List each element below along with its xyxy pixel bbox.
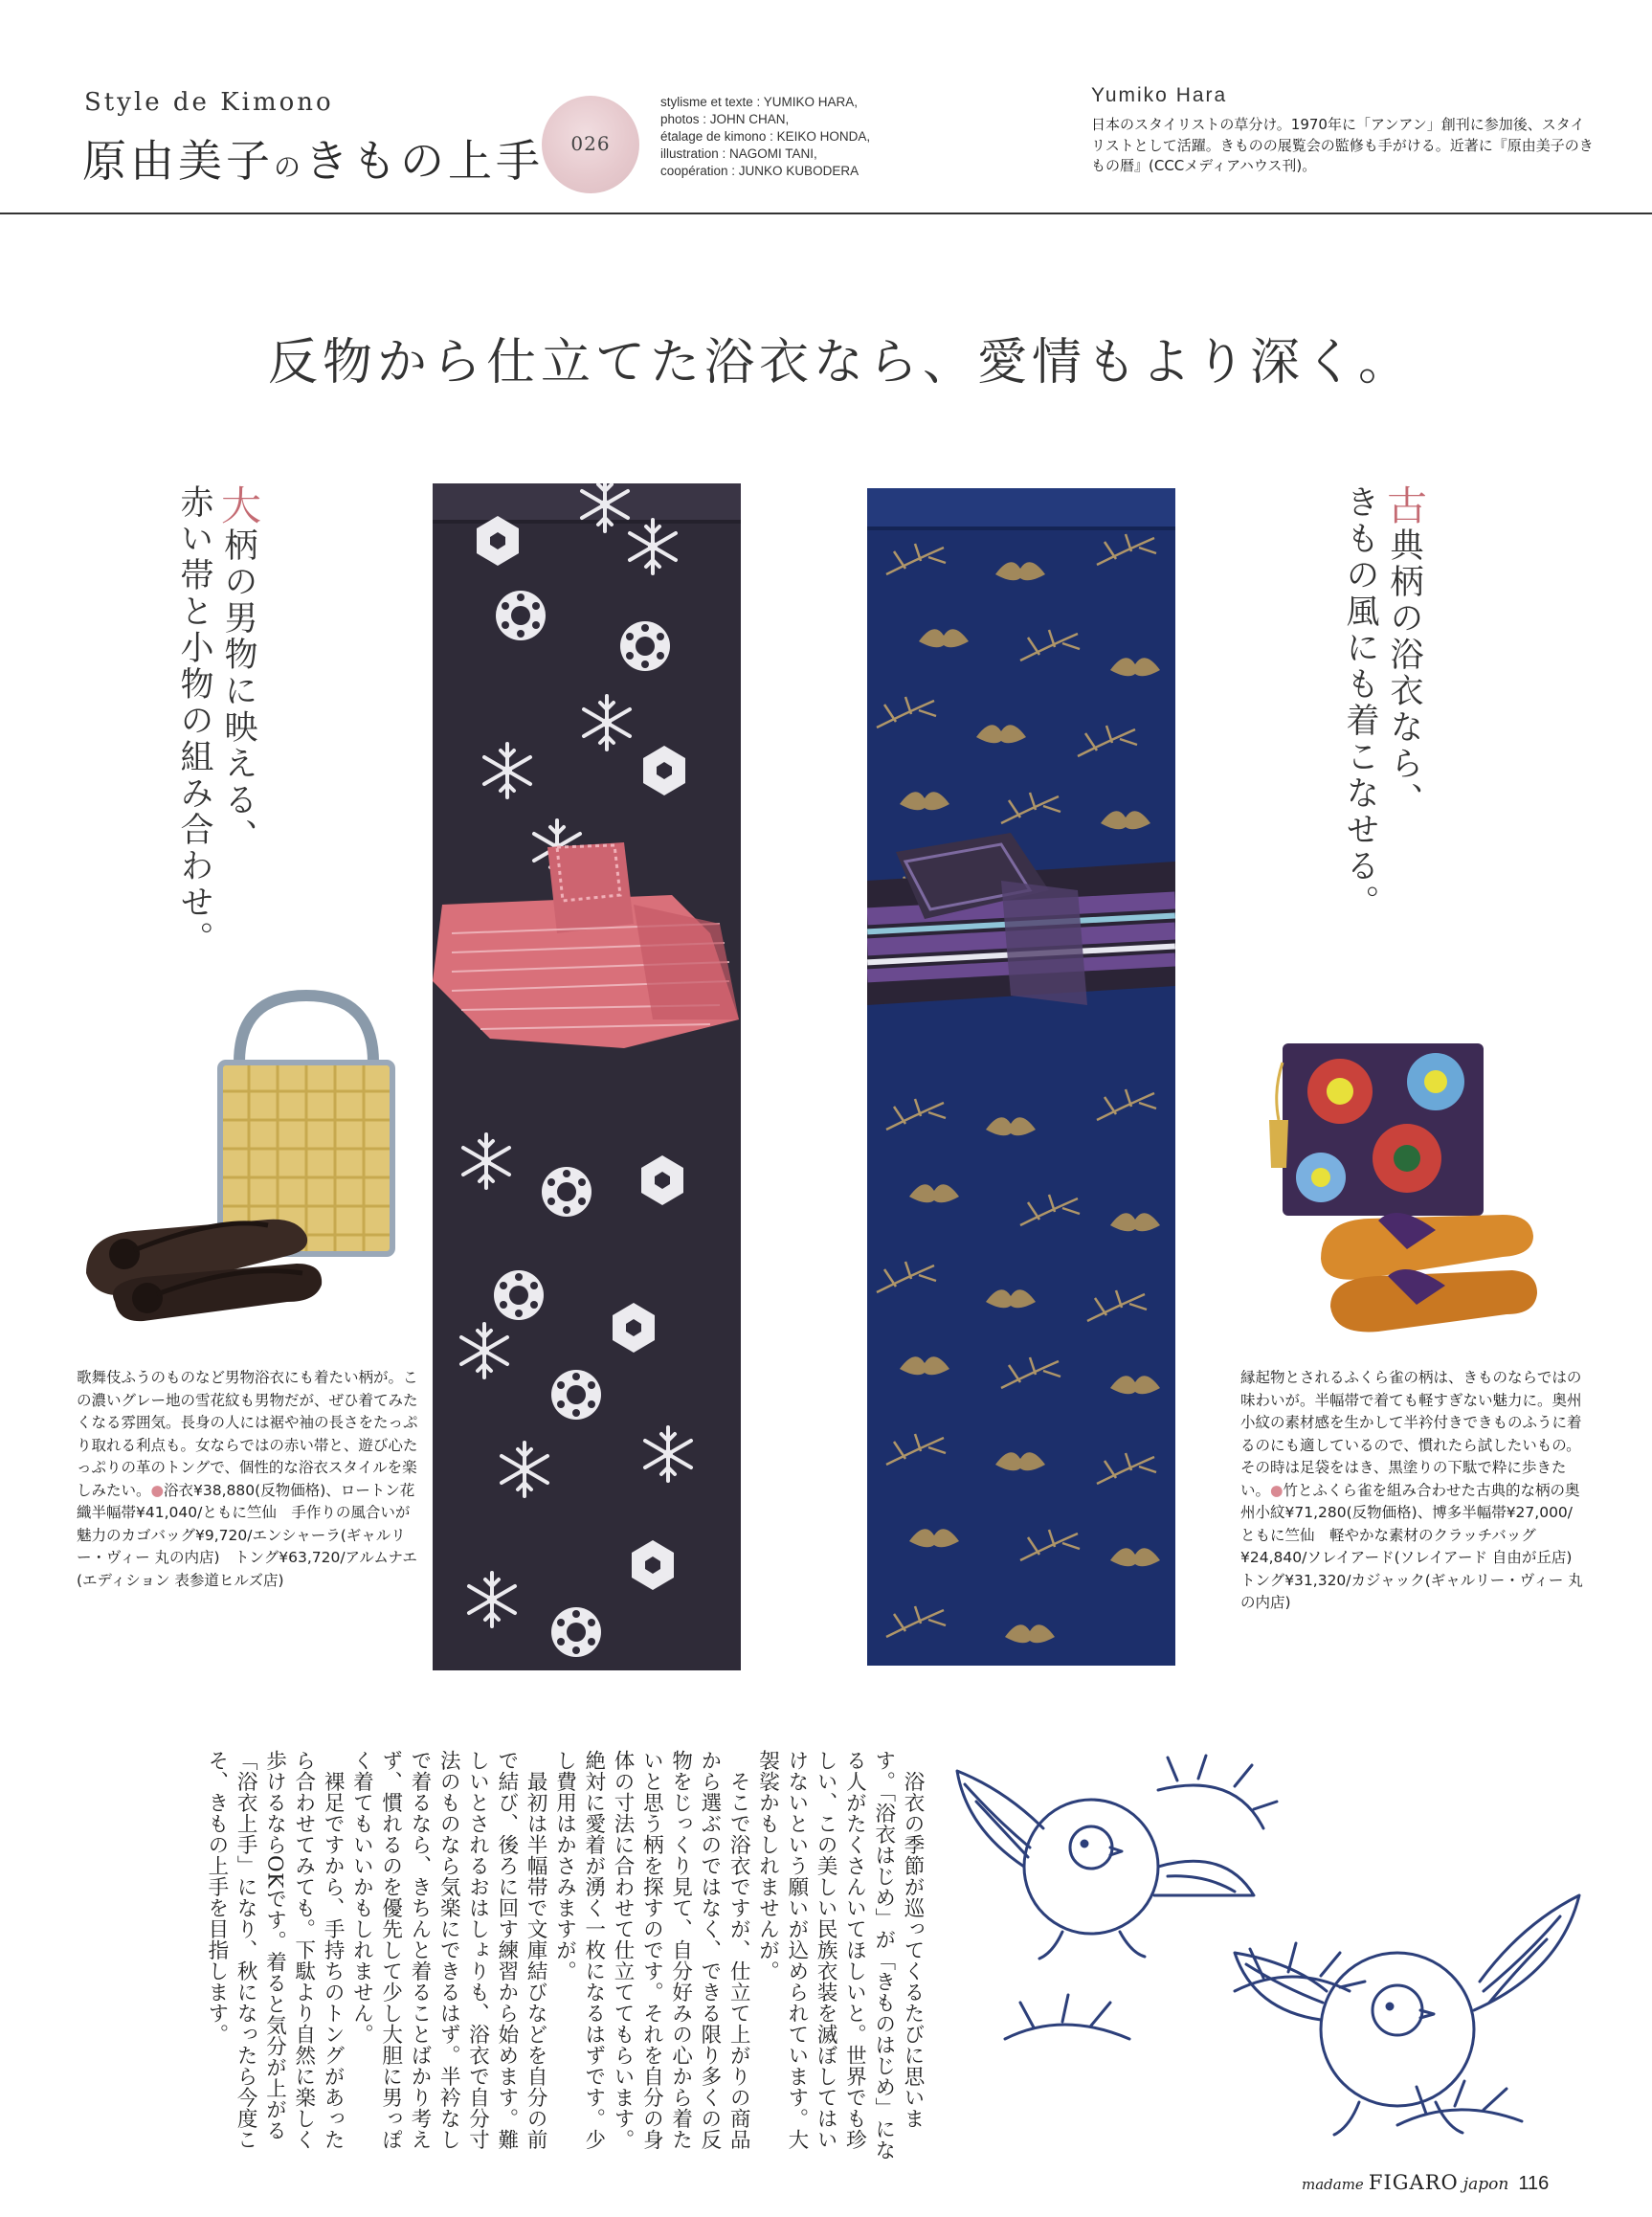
clutch-bag-image — [1263, 1043, 1484, 1225]
left-caption-line1: 柄の男物に映える、 — [219, 527, 257, 855]
page-number: 116 — [1518, 2173, 1550, 2194]
issue-badge — [542, 96, 639, 193]
magazine-suffix: japon — [1462, 2175, 1509, 2194]
essay-paragraph: そこで浴衣ですが、仕立て上がりの商品から選ぶのではなく、できる限り多くの反物をじっくり見て、自分好みの心から着たいと思う柄を探すのです。それを自分の身体の寸法に合わせて仕立ててもらいます。絶対に愛着が湧く一枚になるはずです。少し費用はかさみますが。 — [552, 1750, 751, 2150]
page-footer — [1302, 2171, 1549, 2195]
left-description-details: 浴衣¥38,880(反物価格)、ロートン花織半幅帯¥41,040/ともに竺仙 手作りの風合いが魅力のカゴバッグ¥9,720/エンシャーラ(ギャルリー・ヴィー 丸の内店) トング¥63,720/アルムナエ(エディション 表参道ヒルズ店) — [77, 1481, 417, 1589]
essay-paragraph: 最初は半幅帯で文庫結びなどを自分の前で結び、後ろに回す練習から始めます。難しいとされるおはしょりも、浴衣で自分寸法のものなら気楽にできるはず。半衿なしで着るなら、きちんと着ることばかり考えず、慣れるのを優先して少し大胆に男っぽく着てもいいかもしれません。 — [349, 1750, 548, 2150]
magazine-brand: FIGARO — [1368, 2171, 1459, 2194]
essay-paragraph: 裸足ですから、手持ちのトングがあったら合わせてみても。下駄より自然に楽しく歩けるならOKです。着ると気分が上がる「浴衣上手」になり、秋になったら今度こそ、きもの上手を目指します。 — [204, 1750, 346, 2150]
column-title-particle: の — [274, 151, 305, 183]
right-caption-line2: きもの風にも着こなせる。 — [1341, 484, 1379, 921]
credit-line: stylisme et texte : YUMIKO HARA, — [660, 95, 859, 109]
left-caption-initial: 大 — [215, 484, 262, 527]
sparrow-bamboo-illustration — [948, 1752, 1598, 2154]
right-caption-initial: 古 — [1381, 484, 1428, 527]
credit-line: étalage de kimono : KEIKO HONDA, — [660, 129, 871, 144]
credit-line: illustration : NAGOMI TANI, — [660, 146, 817, 161]
right-description-details: 竹とふくら雀を組み合わせた古典的な柄の奥州小紋¥71,280(反物価格)、博多半幅帯¥27,000/ともに竺仙 軽やかな素材のクラッチバッグ¥24,840/ソレイアード(ソレイアード 自由が丘店) トング¥31,320/カジャック(ギャルリー・ヴィー 丸の内店) — [1240, 1481, 1587, 1611]
issue-number: 026 — [570, 132, 611, 155]
credit-line: photos : JOHN CHAN, — [660, 112, 790, 126]
left-description — [77, 1367, 421, 1592]
bullet-icon: ● — [1270, 1481, 1284, 1499]
right-caption — [1338, 484, 1426, 921]
right-description-intro: 縁起物とされるふくら雀の柄は、きものならではの味わいが。半幅帯で着ても軽すぎない魅力に。奥州小紋の素材感を生かして半衿付きできものふうに着るのにも適しているので、慣れたら試したいもの。その時は足袋をはき、黒塗りの下駄で粋に歩きたい。 — [1240, 1369, 1582, 1499]
header-divider — [0, 213, 1652, 214]
left-yukata-fabric-image — [433, 483, 741, 1670]
bullet-icon: ● — [150, 1481, 165, 1499]
magazine-prefix: madame — [1302, 2176, 1364, 2193]
woven-sandals-image — [1311, 1201, 1541, 1345]
right-description — [1240, 1367, 1585, 1615]
credit-line: coopération : JUNKO KUBODERA — [660, 164, 859, 178]
essay-paragraph: 浴衣の季節が巡ってくるたびに思います。「浴衣はじめ」が「きものはじめ」になる人がたくさんいてほしいと。世界でも珍しい、この美しい民族衣装を滅ぼしてはいけないという願いが込められています。大袈裟かもしれませんが。 — [755, 1750, 925, 2161]
column-title-end: きもの上手 — [304, 135, 545, 187]
author-bio: 日本のスタイリストの草分け。1970年に「アンアン」創刊に参加後、スタイリストとして活躍。きものの展覧会の監修も手がける。近著に『原由美子のきもの暦』(CCCメディアハウス刊)。 — [1091, 116, 1594, 174]
credits — [660, 94, 870, 180]
leather-sandals-image — [77, 1197, 325, 1340]
column-title — [82, 126, 544, 190]
right-yukata-fabric-image — [867, 488, 1175, 1666]
essay-body — [82, 1750, 926, 2161]
left-caption — [172, 484, 260, 957]
page-header — [0, 0, 1652, 214]
author-name: Yumiko Hara — [1091, 84, 1228, 106]
left-description-intro: 歌舞伎ふうのものなど男物浴衣にも着たい柄が。この濃いグレー地の雪花紋も男物だが、ぜひ着てみたくなる雰囲気。長身の人には裾や袖の長さをたっぷり取れる利点も。女ならではの赤い帯と、遊び心たっぷりの革のトングで、個性的な浴衣スタイルを楽しみたい。 — [77, 1369, 418, 1499]
column-title-main: 原由美子 — [82, 135, 274, 187]
headline: 反物から仕立てた浴衣なら、愛情もより深く。 — [268, 334, 1413, 392]
right-caption-line1: 典柄の浴衣なら、 — [1385, 527, 1423, 818]
left-caption-line2: 赤い帯と小物の組み合わせ。 — [175, 484, 213, 957]
series-title: Style de Kimono — [84, 88, 334, 117]
